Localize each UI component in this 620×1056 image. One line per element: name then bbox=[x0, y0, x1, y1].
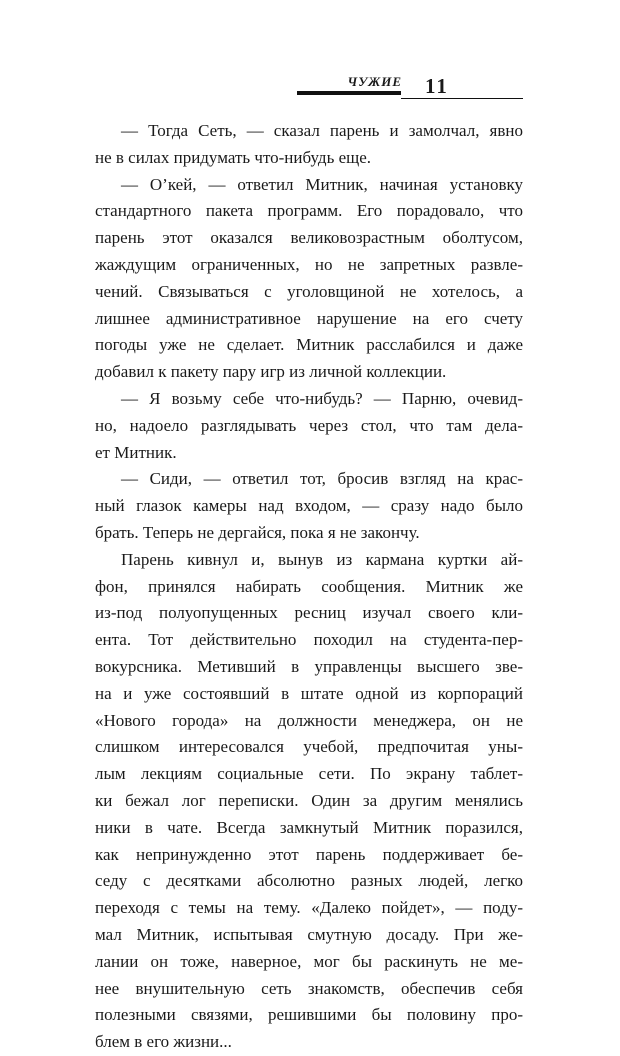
text-line: из-под полуопущенных ресниц изучал своего кли- bbox=[95, 603, 523, 623]
text-line: ники в чате. Всегда замкнутый Митник поразился, bbox=[95, 817, 523, 837]
text-line: парень этот оказался великовозрастным оболтусом, bbox=[95, 228, 523, 248]
text-line: добавил к пакету пару игр из личной коллекции. bbox=[95, 362, 447, 382]
text-line: погоды уже не сделает. Митник расслабился и даже bbox=[95, 335, 523, 355]
text-line: ет Митник. bbox=[95, 442, 177, 462]
text-line: на и уже состоявший в штате одной из корпораций bbox=[95, 683, 523, 703]
header-rule-thin bbox=[401, 98, 523, 99]
text-line: как непринужденно этот парень поддерживает бе- bbox=[95, 844, 523, 864]
text-line: но, надоело разглядывать через стол, что там дела- bbox=[95, 415, 523, 435]
header-rule-thick bbox=[297, 91, 401, 95]
text-line: стандартного пакета программ. Его порадовало, что bbox=[95, 201, 523, 221]
body-text bbox=[95, 118, 523, 1056]
running-title: ЧУЖИЕ bbox=[347, 74, 402, 89]
text-line: жаждущим ограниченных, но не запретных развле- bbox=[95, 254, 523, 274]
text-line: ный глазок камеры над входом, — сразу надо было bbox=[95, 496, 523, 516]
text-line: слишком интересовался учебой, предпочитая уны- bbox=[95, 737, 523, 757]
text-line: лании он тоже, наверное, мог бы раскинуть не ме- bbox=[95, 951, 523, 971]
text-line: ки бежал лог переписки. Один за другим менялись bbox=[95, 790, 523, 810]
text-line: «Нового города» на должности менеджера, он не bbox=[95, 710, 523, 730]
text-line: лым лекциям социальные сети. По экрану таблет- bbox=[95, 764, 523, 784]
page-header bbox=[0, 0, 620, 110]
text-line: блем в его жизни... bbox=[95, 1032, 232, 1052]
text-line: лишнее административное нарушение на его счету bbox=[95, 308, 523, 328]
text-line: полезными связями, решившими бы половину про- bbox=[95, 1005, 523, 1025]
text-line: — Сиди, — ответил тот, бросив взгляд на крас- bbox=[121, 469, 523, 489]
text-line: фон, принялся набирать сообщения. Митник же bbox=[95, 576, 523, 596]
text-line: — Я возьму себе что-нибудь? — Парню, очевид- bbox=[121, 388, 523, 408]
page-number: 11 bbox=[425, 74, 449, 98]
text-line: переходя с темы на тему. «Далеко пойдет», — поду- bbox=[95, 898, 523, 918]
text-line: вокурсника. Метивший в управленцы высшего зве- bbox=[95, 656, 523, 676]
text-line: нее внушительную сеть знакомств, обеспечив себя bbox=[95, 978, 523, 998]
text-line: — О’кей, — ответил Митник, начиная установку bbox=[121, 174, 523, 194]
text-line: Парень кивнул и, вынув из кармана куртки ай- bbox=[121, 549, 523, 569]
text-line: ента. Тот действительно походил на студента-пер- bbox=[95, 630, 523, 650]
text-line: чений. Связываться с уголовщиной не хотелось, а bbox=[95, 281, 523, 301]
text-line: — Тогда Сеть, — сказал парень и замолчал, явно bbox=[121, 121, 523, 140]
text-line: мал Митник, испытывая смутную досаду. При же- bbox=[95, 924, 523, 944]
text-line: седу с десятками абсолютно разных людей, легко bbox=[95, 871, 523, 891]
text-line: не в силах придумать что-нибудь еще. bbox=[95, 147, 372, 167]
text-line: брать. Теперь не дергайся, пока я не закончу. bbox=[95, 522, 420, 542]
